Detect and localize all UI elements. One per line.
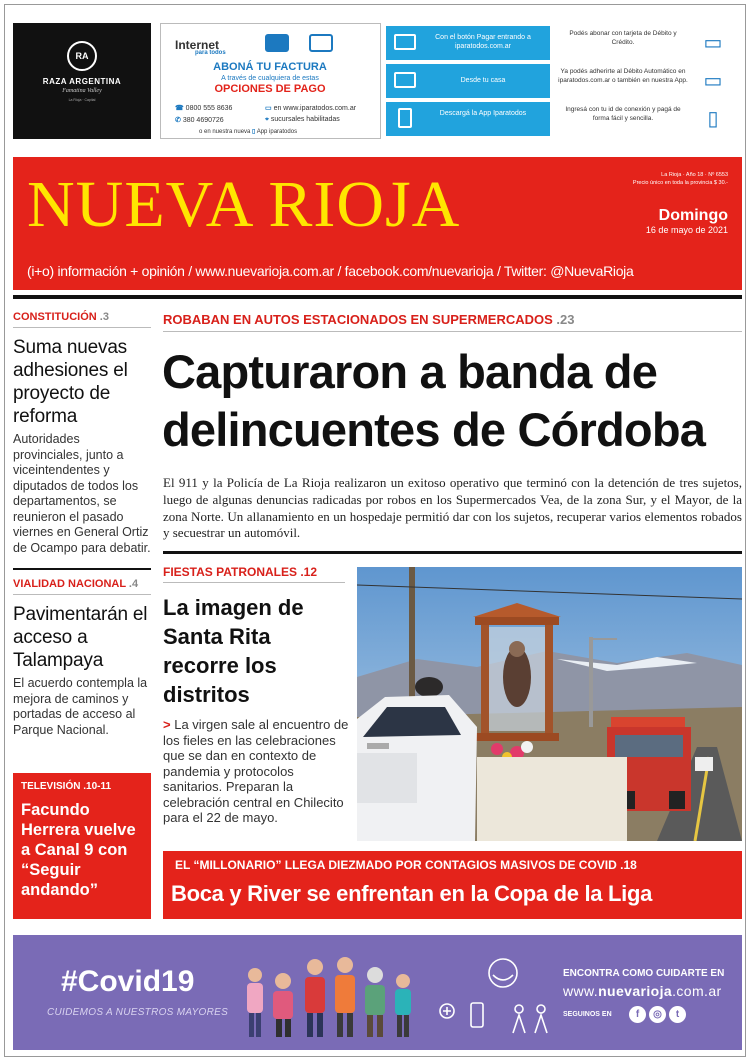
hygiene-icons: [433, 953, 553, 1043]
raza-logo: RA: [67, 41, 97, 71]
headline: Boca y River se enfrentan en la Copa de la Liga: [171, 881, 653, 906]
payment-row: [386, 64, 741, 98]
iparatodos-headline: ABONÁ TU FACTURA A través de cualquiera de estas OPCIONES DE PAGO: [213, 61, 327, 95]
second-headline[interactable]: La imagen de Santa Rita recorre los distritos: [163, 595, 304, 707]
raza-fine-print: La Rioja · Capital: [68, 98, 96, 102]
card-icon: ▭: [703, 32, 723, 54]
divider: [13, 594, 151, 595]
phone-icon: ▯: [707, 108, 719, 130]
iparatodos-brand: Internet para todos: [175, 38, 226, 56]
edition-info: La Rioja · Año 18 · Nº 6553 Precio único en toda la provincia $ 30.-: [632, 172, 728, 186]
facebook-icon[interactable]: f: [629, 1006, 646, 1023]
santa-rita-photo[interactable]: [357, 567, 742, 841]
payment-text: Ya podés adherirte al Débito Automático en iparatodos.com.ar o también en nuestra App.: [558, 68, 688, 84]
sports-box[interactable]: [163, 851, 742, 919]
pay-button-home[interactable]: Desde tu casa: [386, 64, 550, 98]
covid-hashtag: #Covid19: [61, 965, 195, 998]
raza-argentina-ad[interactable]: [13, 23, 151, 139]
raza-sub: Famatina Valley: [62, 88, 102, 94]
covid-slogan: CUIDEMOS A NUESTROS MAYORES: [47, 1007, 229, 1018]
laptop-icon: [309, 34, 333, 52]
masthead: [13, 157, 742, 290]
follow-label: SEGUINOS EN: [563, 1011, 612, 1018]
article-television[interactable]: [13, 773, 151, 919]
main-kicker: ROBABAN EN AUTOS ESTACIONADOS EN SUPERMERCADOS .23: [163, 312, 575, 327]
divider: [13, 295, 742, 299]
kicker: CONSTITUCIÓN .3: [13, 311, 109, 323]
headline: Suma nuevas adhesiones el proyecto de reforma: [13, 337, 128, 427]
laptop-icon: [394, 72, 416, 88]
left-column: [13, 311, 151, 738]
twitter-icon[interactable]: t: [669, 1006, 686, 1023]
divider: [13, 327, 151, 328]
procession-photo-illustration: [357, 567, 742, 841]
raza-name: RAZA ARGENTINA: [42, 77, 122, 86]
masthead-links[interactable]: (i+o) información + opinión / www.nuevarioja.com.ar / facebook.com/nuevarioja / Twitter: @NuevaRioja: [27, 263, 634, 279]
instagram-icon[interactable]: ◎: [649, 1006, 666, 1023]
second-body: > La virgen sale al encuentro de los fieles en las celebraciones que se dan en contexto de pandemia y protocolos sanitarios. Preparan la celebración central en Chilecito para el 22 de mayo.: [163, 717, 349, 825]
second-kicker: FIESTAS PATRONALES .12: [163, 565, 318, 579]
kicker: TELEVISIÓN .10-11: [21, 781, 112, 792]
issue-date: Domingo 16 de mayo de 2021: [645, 207, 728, 235]
article-constitucion[interactable]: [13, 311, 151, 556]
payment-row: [386, 102, 741, 136]
web-line: ▭ en www.iparatodos.com.ar: [265, 105, 357, 112]
main-body: El 911 y la Policía de La Rioja realizaron un exitoso operativo que terminó con la detención de tres sujetos, luego de algunas denuncias radicadas por robos en los Supermercados Vea, de la zona Sur, y el Mayor, de la zona Norte. Un allanamiento en un hospedaje permitió dar con los sujetos, recuperar varios elementos robados y secuestrar un automóvil.: [163, 475, 742, 541]
pay-button-online[interactable]: Con el botón Pagar entrando a iparatodos.com.ar: [386, 26, 550, 60]
headline: Facundo Herrera vuelve a Canal 9 con “Seguir andando”: [21, 801, 136, 899]
article-body: Autoridades provinciales, junto a viceintendentes y diputados de todos los departamentos, se reunieron el pasado viernes en General Ortiz de Ocampo para debatir.: [13, 432, 151, 555]
app-line: o en nuestra nueva ▯ App iparatodos: [199, 129, 298, 135]
payment-text: Podés abonar con tarjeta de Débito y Crédito.: [569, 30, 677, 46]
covid-cta: ENCONTRA COMO CUIDARTE EN: [563, 968, 725, 979]
pay-button-app[interactable]: Descargá la App Iparatodos: [386, 102, 550, 136]
payment-row: [386, 26, 741, 60]
divider: [13, 568, 151, 570]
card-icon: ▭: [703, 70, 723, 92]
covid-url[interactable]: www.nuevarioja.com.ar: [563, 983, 722, 999]
newspaper-title: NUEVA RIOJA: [27, 168, 461, 241]
article-vialidad[interactable]: [13, 578, 151, 738]
article-body: El acuerdo contempla la mejora de caminos y portadas de acceso al Parque Nacional.: [13, 676, 148, 737]
laptop-icon: [394, 34, 416, 50]
router-icon: [265, 34, 289, 52]
main-headline[interactable]: Capturaron a banda de delincuentes de Córdoba: [162, 345, 706, 456]
phone-icon: [398, 108, 412, 128]
divider: [163, 582, 345, 583]
headline: Pavimentarán el acceso a Talampaya: [13, 604, 148, 671]
kicker: EL “MILLONARIO” LLEGA DIEZMADO POR CONTAGIOS MASIVOS DE COVID .18: [175, 858, 637, 872]
iparatodos-ad[interactable]: [160, 23, 381, 139]
family-illustration: [235, 951, 435, 1043]
divider: [163, 551, 742, 554]
phone2: ✆ 380 4690726: [175, 117, 224, 124]
phone1: ☎ 0800 555 8636: [175, 105, 233, 112]
covid-banner[interactable]: [13, 935, 742, 1050]
payment-text: Ingresá con tu id de conexión y pagá de forma fácil y sencilla.: [565, 106, 681, 122]
kicker: VIALIDAD NACIONAL .4: [13, 578, 139, 590]
newspaper-page: [4, 4, 746, 1057]
branches-line: ⌖ sucursales habilitadas: [265, 116, 340, 123]
payment-options-ad[interactable]: [386, 23, 741, 139]
divider: [163, 331, 742, 332]
